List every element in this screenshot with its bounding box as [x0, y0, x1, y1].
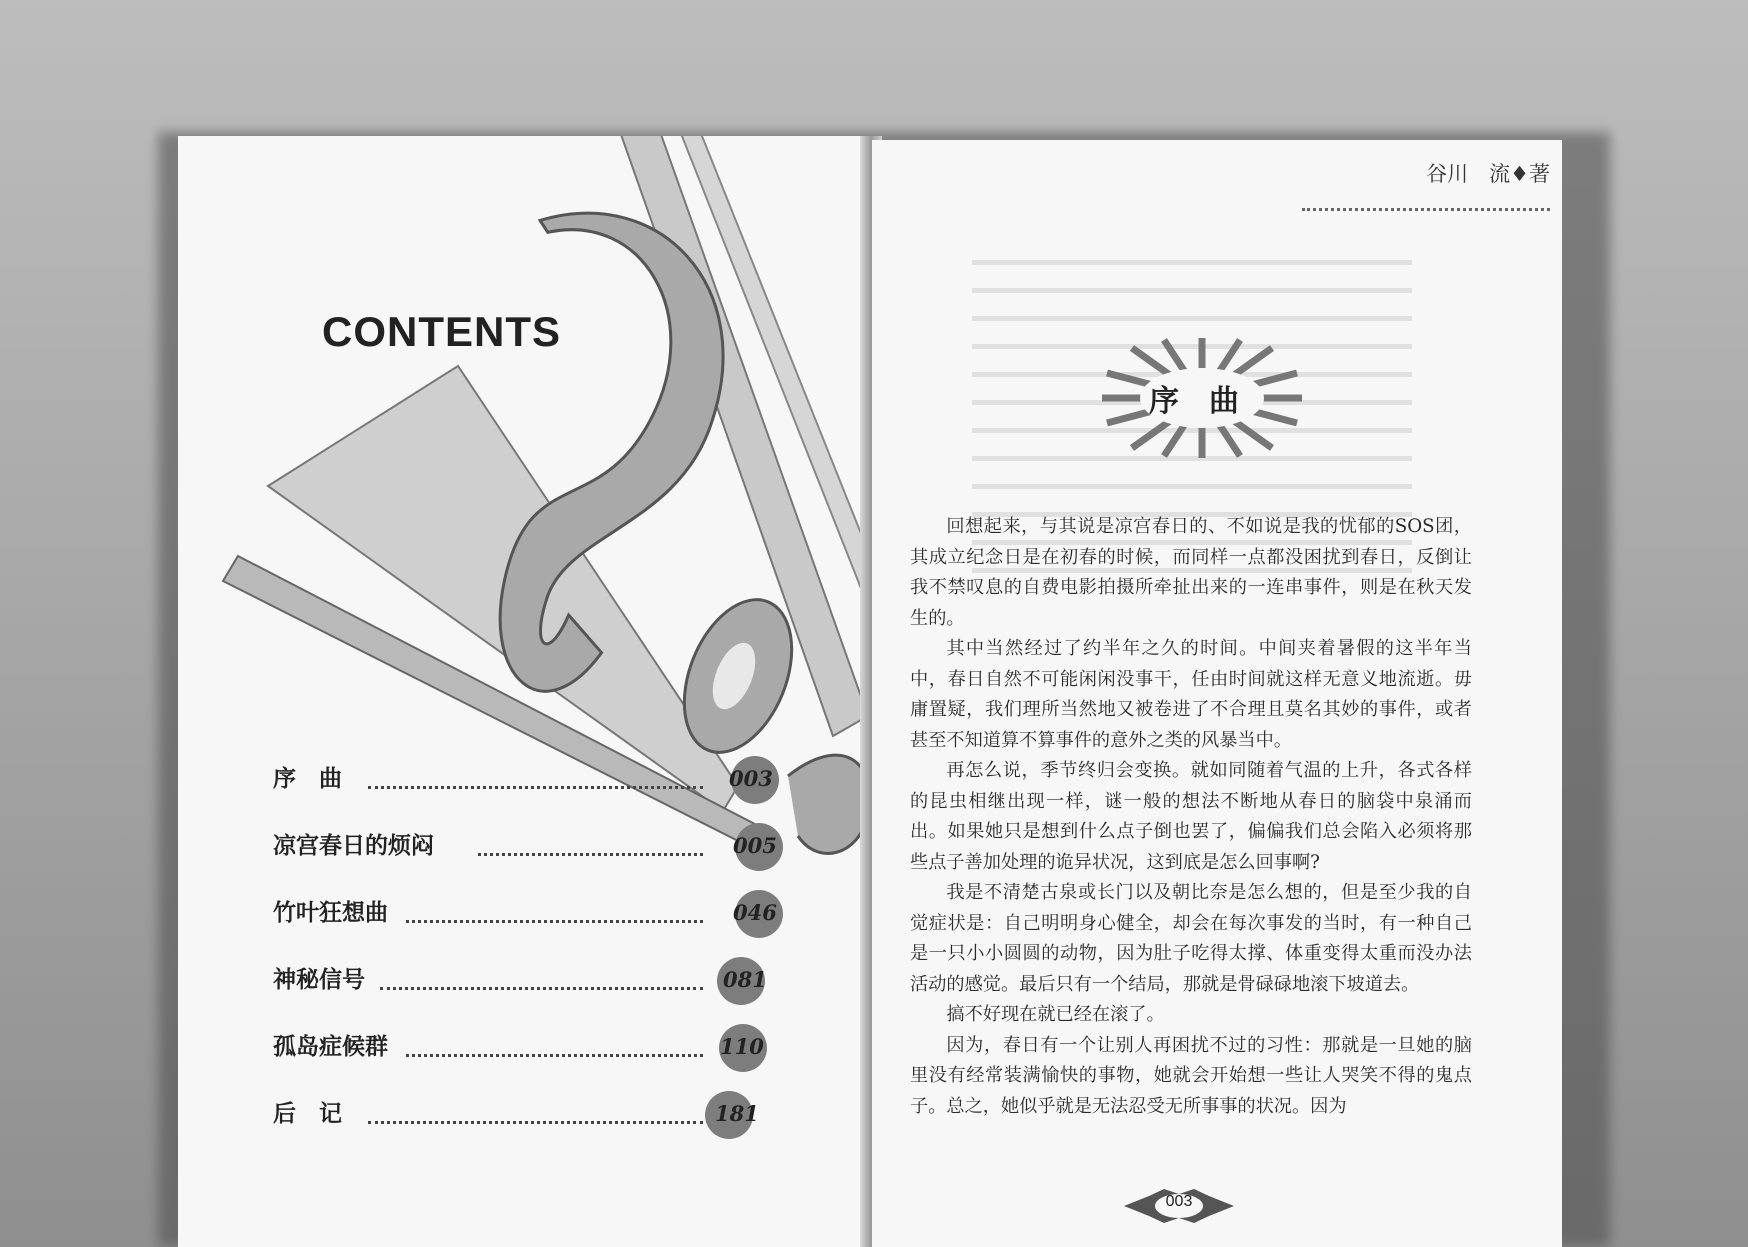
- toc-page-number: 081: [723, 967, 767, 992]
- table-of-contents: [273, 754, 777, 1156]
- toc-page-number: 005: [733, 833, 777, 858]
- paragraph: 搞不好现在就已经在滚了。: [946, 1004, 1165, 1025]
- page-number: 003: [1165, 1193, 1193, 1210]
- paragraph: 我是不清楚古泉或长门以及朝比奈是怎么想的，但是至少我的自觉症状是：自己明明身心健全，却会在每次事发的当时，有一种自己是一只小小圆圆的动物，因为肚子吃得太撑、体重变得太重而没办法活动的感觉。最后只有一个结局，那就是骨碌碌地滚下坡道去。: [910, 882, 1472, 995]
- toc-item-bamboo-rhapsody[interactable]: [273, 888, 777, 955]
- contents-title: CONTENTS: [322, 308, 561, 355]
- paragraph: 其中当然经过了约半年之久的时间。中间夹着暑假的这半年当中，春日自然不可能闲闲没事干，任由时间就这样无意义地流逝。毋庸置疑，我们理所当然地又被卷进了不合理且莫名其妙的事件，或者甚至不知道算不算事件的意外之类的风暴当中。: [910, 638, 1472, 751]
- toc-leader-dots: [406, 920, 703, 923]
- chapter-title: 序曲: [1149, 384, 1269, 419]
- toc-leader-dots: [478, 853, 703, 856]
- paragraph: 回想起来，与其说是凉宫春日的、不如说是我的忧郁的SOS团，其成立纪念日是在初春的时候，而同样一点都没困扰到春日，反倒让我不禁叹息的自费电影拍摄所牵扯出来的一连串事件，则是在秋天发生的。: [910, 516, 1472, 629]
- toc-item-afterword[interactable]: [273, 1089, 773, 1156]
- toc-leader-dots: [380, 987, 703, 990]
- toc-leader-dots: [368, 786, 703, 789]
- author-credit: 谷川 流♦著: [1426, 162, 1550, 186]
- toc-title: 竹叶狂想曲: [273, 900, 388, 926]
- toc-title: 后 记: [273, 1101, 342, 1127]
- toc-page-number: 110: [720, 1034, 764, 1059]
- toc-title: 神秘信号: [273, 967, 365, 993]
- toc-item-mystery-signal[interactable]: [273, 955, 773, 1022]
- right-page: [872, 140, 1562, 1247]
- toc-page-number: 046: [733, 900, 777, 925]
- toc-item-melancholy[interactable]: [273, 821, 777, 888]
- toc-leader-dots: [406, 1054, 703, 1057]
- toc-item-prelude[interactable]: [273, 754, 773, 821]
- paragraph: 再怎么说，季节终归会变换。就如同随着气温的上升，各式各样的昆虫相继出现一样，谜一般的想法不断地从春日的脑袋中泉涌而出。如果她只是想到什么点子倒也罢了，偏偏我们总会陷入必须将那些点子善加处理的诡异状况，这到底是怎么回事啊?: [910, 760, 1472, 873]
- toc-title: 孤岛症候群: [273, 1034, 388, 1060]
- toc-leader-dots: [368, 1121, 703, 1124]
- header-dotted-rule: [1302, 208, 1550, 211]
- toc-page-number: 181: [715, 1101, 759, 1126]
- left-page: [178, 136, 868, 1247]
- toc-title: 序 曲: [273, 766, 342, 792]
- toc-item-island-syndrome[interactable]: [273, 1022, 773, 1089]
- toc-title: 凉宫春日的烦闷: [273, 833, 434, 859]
- paragraph: 因为，春日有一个让别人再困扰不过的习性：那就是一旦她的脑里没有经常装满愉快的事物，她就会开始想一些让人哭笑不得的鬼点子。总之，她似乎就是无法忍受无所事事的状况。因为: [910, 1034, 1472, 1117]
- toc-page-number: 003: [729, 766, 773, 791]
- chapter-body: [910, 512, 1472, 1122]
